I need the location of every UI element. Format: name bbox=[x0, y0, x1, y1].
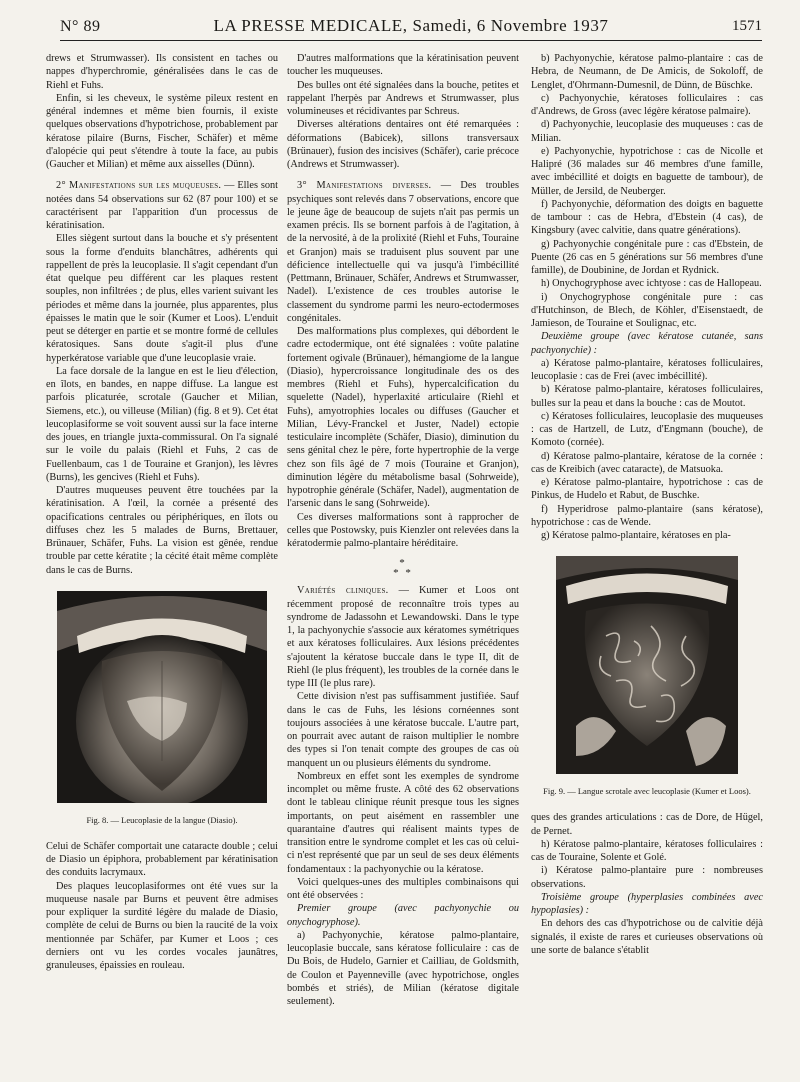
column-3 bbox=[531, 52, 763, 957]
group-heading: Premier groupe (avec pachyonychie ou onychogryphose). bbox=[287, 903, 519, 928]
list-item: i) Kératose palmo-plantaire pure : nombreuses observations. bbox=[531, 865, 763, 890]
list-item: e) Kératose palmo-plantaire, hypotrichose : cas de Pinkus, de Hudelo et Rabut, de Buschke. bbox=[531, 477, 763, 502]
figure-9-caption: Fig. 9. — Langue scrotale avec leucoplasie (Kumer et Loos). bbox=[543, 786, 751, 797]
list-item: f) Pachyonychie, déformation des doigts en baguette de tambour : cas de Hebra, d'Ebstein (4 cas), de Kingsbury (avec calvitie, dans quatre générations). bbox=[531, 198, 763, 237]
list-item: g) Pachyonychie congénitale pure : cas d'Ebstein, de Puente (26 cas en 5 générations sur 56 membres d'une famille), de Doubinine, de Jordan et Rydnick. bbox=[531, 238, 763, 276]
list-item: c) Kératoses folliculaires, leucoplasie des muqueuses : cas de Hartzell, de Lutz, d'Engmann (bouche), de Komoto (cornée). bbox=[531, 410, 763, 449]
list-item: f) Hyperidrose palmo-plantaire (sans kératose), hypotrichose : cas de Wende. bbox=[531, 503, 763, 528]
page-header bbox=[60, 14, 762, 41]
list-item: h) Onychogryphose avec ichtyose : cas de Hallopeau. bbox=[541, 278, 762, 290]
section-3 bbox=[287, 179, 519, 325]
paragraph: Diverses altérations dentaires ont été remarquées : déformations (Babicek), sillons transversaux (Brünauer), fusion des incisives (Schäfer), carie précoce (Andrews et Strumwasser). bbox=[287, 119, 519, 170]
section-text: — Elles sont notées dans 54 observations sur 62 (87 pour 100) et se caractérisent par l'apparition d'un processus de kératinisation. bbox=[46, 180, 279, 231]
section-separator bbox=[287, 558, 519, 578]
list-item: i) Onychogryphose congénitale pure : cas d'Hutchinson, de Blech, de Köhler, d'Eisenstaedt, de Jamieson, de Touraine et Soulignac, etc. bbox=[531, 291, 763, 329]
figure-8 bbox=[46, 591, 278, 826]
paragraph: D'autres muqueuses peuvent être touchées par la kératinisation. A l'œil, la cornée a présenté des opacifications centrales ou périphériques, en îlots ou diffuses chez les 5 malades de Burns, Brettauer, Brünauer, Schäfer, Fuhs. La vision est gênée, rendue trouble par cette kératite ; la cécité était même complète dans le cas de Burns. bbox=[46, 485, 278, 576]
list-item: e) Pachyonychie, hypotrichose : cas de Nicolle et Halipré (36 malades sur 46 membres d'une famille, avec imbécillité et doigts en baguette de tambour), de Müller, de Jersild, de Neuberger. bbox=[531, 145, 763, 197]
paragraph: D'autres malformations que la kératinisation peuvent toucher les muqueuses. bbox=[287, 53, 519, 78]
column-2 bbox=[287, 52, 519, 1008]
paragraph: Des malformations plus complexes, qui débordent le cadre ectodermique, ont été signalées : voûte palatine fortement ogivale (Brünauer), hémangiome de la langue (Diasio), hypercroissance longitudinale des os des membres (Riehl et Fuhs), hypercalcification du squelette (Nadel), hyperlaxité articulaire (Riehl et Fuhs), amyotrophies locales ou diffuses (Gaucher et Milian, Lévy-Franckel et Juster, Nadel) ectopie testiculaire incomplète (Schäfer, Diasio), diminution du sens génital chez le père, forte hypertrophie de la verge chez son fils âgé de 7 mois (Touraine et Granjon), diminution légère du métabolisme basal (Sohrweide), hypotrophie générale (Schäfer, Nadel), augmentation de l'arsenic dans le sang (Sohrweide). bbox=[287, 326, 519, 510]
section-heading: Variétés cliniques. bbox=[297, 585, 389, 597]
section-text: — Kumer et Loos ont récemment proposé de reconnaître trois types au syndrome de Jadassohn et Lewandowski. Dans le type 1, la pachyonychie s'associe aux kératomes symétriques et aux kératoses folliculaires. Aux lésions précédentes s'ajoutent la kératose buccale dans le type II, dit de Riehl (le plus fréquent), les troubles de la cornée dans le type III (le plus rare). bbox=[287, 585, 519, 689]
section-4 bbox=[287, 584, 519, 690]
paragraph: Des bulles ont été signalées dans la bouche, petites et rappelant l'herpès par Andrews et Strumwasser, plus volumineuses et récidivantes par Schreus. bbox=[287, 79, 519, 117]
group-heading: Deuxième groupe (avec kératose cutanée, sans pachyonychie) : bbox=[531, 331, 763, 356]
list-item: h) Kératose palmo-plantaire, kératoses folliculaires : cas de Touraine, Solente et Golé. bbox=[531, 838, 763, 863]
list-item: g) Kératose palmo-plantaire, kératoses en pla- bbox=[541, 530, 731, 541]
list-item: d) Kératose palmo-plantaire, kératose de la cornée : cas de Kreibich (avec cataracte), de Matsuoka. bbox=[531, 450, 763, 475]
paragraph: Ces diverses malformations sont à rapprocher de celles que Postowsky, puis Kienzler ont relevées dans la kératodermie palmo-plantaire héréditaire. bbox=[287, 511, 519, 549]
paragraph: Celui de Schäfer comportait une cataracte double ; celui de Diasio un épiphora, probablement par kératinisation des conduits lacrymaux. bbox=[46, 840, 278, 879]
list-item: b) Pachyonychie, kératose palmo-plantaire : cas de Hebra, de Neumann, de De Amicis, de Sokoloff, de Lenglet, d'Ohrmann-Dumesnil, de Dünn, de Büschke. bbox=[531, 53, 763, 91]
journal-title: LA PRESSE MEDICALE, Samedi, 6 Novembre 1937 bbox=[213, 16, 609, 35]
separator-stars: * * bbox=[393, 567, 413, 580]
section-heading: 2° Manifestations sur les muqueuses. bbox=[56, 180, 222, 192]
issue-number: N° 89 bbox=[60, 18, 101, 35]
list-item: a) Kératose palmo-plantaire, kératoses folliculaires, leucoplasie : cas de Frei (avec imbécillité). bbox=[531, 357, 763, 382]
tongue-photo-fig9 bbox=[556, 556, 738, 774]
list-item: b) Kératose palmo-plantaire, kératoses folliculaires, bulles sur la peau et dans la bouche : cas de Moutot. bbox=[531, 384, 763, 409]
list-item: c) Pachyonychie, kératoses folliculaires : cas d'Andrews, de Gross (avec légère kératose palmaire). bbox=[531, 92, 763, 117]
paragraph: Nombreux en effet sont les exemples de syndrome incomplet ou même fruste. A côté des 62 observations dont le tableau clinique réunit presque tous les signes importants, on peut aisément en rassembler une quarantaine d'autres qui réalisent maints types de transition entre le syndrome complet et les cas où celui-ci n'est représenté que par un seul de ses deux éléments fondamentaux : la pachyonychie ou la kératose. bbox=[287, 770, 519, 875]
column-1 bbox=[46, 52, 278, 972]
figure-8-caption: Fig. 8. — Leucoplasie de la langue (Diasio). bbox=[86, 814, 238, 825]
section-text: — Des troubles psychiques sont relevés dans 7 observations, encore que le jeune âge de beaucoup de sujets n'ait pas permis un examen précis. Ils se bornent parfois à de l'agitation, à de la nervosité, à de la prolixité (Riehl et Fuhs, Touraine et Granjon) mais se traduisent plus souvent par une déficience intellectuelle qui va jusqu'à l'imbécillité (Pettmann, Brünauer, Schäfer, Andrews et Strumwasser, Nadel). L'existence de ces troubles autorise le classement du syndrome parmi les neuro-ectodermoses congénitales. bbox=[287, 180, 519, 324]
paragraph: Voici quelques-unes des multiples combinaisons qui ont été observées : bbox=[287, 876, 519, 901]
paragraph: drews et Strumwasser). Ils consistent en taches ou nappes d'hyperchromie, généralisées dans le cas de Riehl et Fuhs. bbox=[46, 53, 278, 91]
group-heading: Troisième groupe (hyperplasies combinées avec hypoplasies) : bbox=[531, 891, 763, 916]
paragraph: Elles siègent surtout dans la bouche et s'y présentent sous la forme d'enduits blanchâtres, adhérents qui rappellent de près la leucoplasie. Il s'agit cependant d'un état quelque peu différent car les plaques restent souples, non infiltrées ; de plus, elles varient suivant les périodes et même dans la journée, plus apparentes, plus épaisses le matin que le soir (Kumer et Loos). L'enduit peut se déterger en partie et se montre formé de cellules kératosiques. Sans doute s'agit-il plus d'une hyperkératose variable que d'une leucoplasie vraie. bbox=[46, 233, 278, 364]
list-item: d) Pachyonychie, leucoplasie des muqueuses : cas de Milian. bbox=[531, 119, 763, 144]
section-2 bbox=[46, 179, 278, 232]
separator-star: * bbox=[399, 557, 407, 570]
paragraph: Cette division n'est pas suffisamment justifiée. Sauf dans le cas de Fuhs, les lésions cornéennes sont toujours associées à une kératose buccale. L'autre part, on pourrait avec autant de raison multiplier le nombre des types si l'on tenait compte des groupes de cas où manquent un ou plusieurs éléments du syndrome. bbox=[287, 691, 519, 769]
paragraph: En dehors des cas d'hypotrichose ou de calvitie déjà signalés, il existe de rares et curieuses observations où une sorte de balance s'établit bbox=[531, 918, 763, 956]
page-number: 1571 bbox=[732, 18, 762, 34]
paragraph: Enfin, si les cheveux, le système pileux restent en général indemnes et même bien fournis, il existe quelques observations d'hypotrichose, probablement par kératose pilaire (Burns, Fischer, Schäfer) et même d'alopécie qui peut s'étendre à toute la face, au pubis (Gaucher et Milian) et même aux aisselles (Dünn). bbox=[46, 92, 278, 170]
paragraph: Des plaques leucoplasiformes ont été vues sur la muqueuse nasale par Burns et peuvent être admises pour expliquer la surdité légère du malade de Diasio, complète de celui de Burns ou bien la raucité de la voix mentionnée par Schäfer, par Kumer et Loos ; ces derniers ont vu les cordes vocales jaunâtres, granuleuses, épaissies en rouleau. bbox=[46, 880, 278, 971]
list-item: ques des grandes articulations : cas de Dore, de Hügel, de Pernet. bbox=[531, 812, 763, 837]
paragraph: La face dorsale de la langue en est le lieu d'élection, en îlots, en bandes, en nappe diffuse. La langue est parfois plicaturée, scrotale (Gaucher et Milian, Siemens, etc.), ou villeuse (Milian) (fig. 8 et 9). Cet état leucoplasiforme se voit souvent aussi sur la face interne des joues, en triangle juxta-commissural. On l'a signalé sur le voile du palais (Riehl et Fuhs, 2 cas de Fuellenbaum, cas 1 de Touraine et Granjon), les lèvres (Burns), les gencives (Riehl et Fuhs). bbox=[46, 365, 278, 483]
tongue-photo-fig8 bbox=[57, 591, 267, 803]
section-heading: 3° Manifestations diverses. bbox=[297, 180, 432, 192]
figure-9 bbox=[531, 556, 763, 797]
paragraph: a) Pachyonychie, kératose palmo-plantaire, leucoplasie buccale, sans kératose folliculaire : cas de Du Bois, de Hudelo, Garnier et Cailliau, de Goldsmith, de Coulon et Payenneville (avec hypotrichose, ongles bombés et striés), de Milian (kératose digitale seulement). bbox=[287, 929, 519, 1007]
